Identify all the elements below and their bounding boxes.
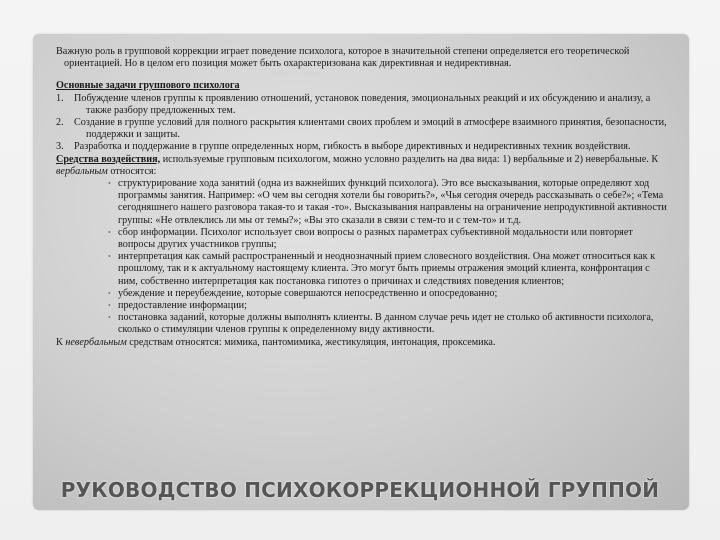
- means-text: используемые групповым психологом, можно условно разделить на два вида: 1) вербальные и 2) невербальные. К: [160, 153, 659, 165]
- list-item-text: интерпретация как самый распространенный и неоднозначный прием словесного воздействия. Она может относиться как к прошлому, так и к актуальному настоящему клиента. Это могут быть приемы отражения эмоций клиента, конфронтация с ним, собственно интерпретация как постановка гипотез о причинах и следствиях поведения клиентов;: [118, 251, 656, 287]
- nonverbal-prefix: К: [56, 336, 66, 348]
- list-item: [56, 178, 670, 227]
- list-item: [56, 312, 670, 336]
- task-item: [56, 117, 670, 141]
- means-tail: относятся:: [107, 165, 157, 177]
- list-item-text: постановка заданий, которые должны выполнять клиенты. В данном случае речь идет не столько об активности психолога, сколько о стимуляции членов группы к определенному виду активности.: [118, 312, 654, 336]
- intro-paragraph: Важную роль в групповой коррекции играет поведение психолога, которое в значительной степени определяется его теоретической ориентацией. Но в целом его позиция может быть охарактеризована как директивная и недирективная.: [56, 46, 630, 70]
- nonverbal-term: невербальным: [65, 336, 127, 348]
- list-item-text: предоставление информации;: [118, 300, 247, 312]
- means-label: Средства воздействия,: [56, 153, 161, 165]
- task-text: Создание в группе условий для полного раскрытия клиентами своих проблем и эмоций в атмосфере взаимного принятия, безопасности, поддержки и защиты.: [74, 117, 667, 141]
- list-item: [56, 288, 670, 300]
- list-item-text: убеждение и переубеждение, которые совершаются непосредственно и опосредованно;: [118, 287, 498, 299]
- nonverbal-text: средствам относятся: мимика, пантомимика, жестикуляция, интонация, проксемика.: [126, 336, 496, 348]
- verbal-term: вербальным: [56, 165, 108, 177]
- list-item: [56, 227, 670, 251]
- list-item: [56, 300, 670, 312]
- list-item: [56, 251, 670, 288]
- bullet-icon: •: [108, 288, 111, 298]
- tasks-heading: Основные задачи группового психолога: [56, 80, 240, 92]
- task-number: 2.: [56, 117, 64, 129]
- task-text: Побуждение членов группы к проявлению отношений, установок поведения, эмоциональных реакций и их обсуждению и анализу, а также разбору предложенных тем.: [74, 92, 651, 116]
- bullet-icon: •: [108, 179, 111, 189]
- nonverbal-paragraph: [56, 337, 670, 349]
- list-item-text: сбор информации. Психолог использует свои вопросы о разных параметрах субъективной модальности или повторяет вопросы других участников группы;: [118, 226, 633, 251]
- bullet-icon: •: [108, 227, 111, 237]
- slide-body: [56, 46, 670, 349]
- bullet-icon: •: [108, 252, 111, 262]
- task-number: 3.: [56, 141, 64, 153]
- slide-title: РУКОВОДСТВО ПСИХОКОРРЕКЦИОННОЙ ГРУППОЙ: [60, 478, 660, 502]
- bullet-icon: •: [108, 301, 111, 311]
- task-item: [56, 141, 670, 153]
- task-text: Разработка и поддержание в группе определенных норм, гибкость в выборе директивных и недирективных техник воздействия.: [74, 141, 631, 153]
- task-item: [56, 93, 670, 117]
- task-number: 1.: [56, 92, 64, 104]
- means-paragraph: [56, 154, 670, 178]
- list-item-text: структурирование хода занятий (одна из важнейших функций психолога). Это все высказывания, которые определяют ход программы занятия. Например: «О чем вы сегодня хотели бы говорить?», «Чья сегодня очередь рассказывать о себе?»; «Тема сегодняшнего нашего разговора такая-то и такая -то». Высказывания направлены на ограничение непродуктивной активности группы: «Не отвлеклись ли мы от темы?»; «Вы это сказали в связи с тем-то и с тем-то» и т.д.: [118, 178, 667, 226]
- bullet-icon: •: [108, 313, 111, 323]
